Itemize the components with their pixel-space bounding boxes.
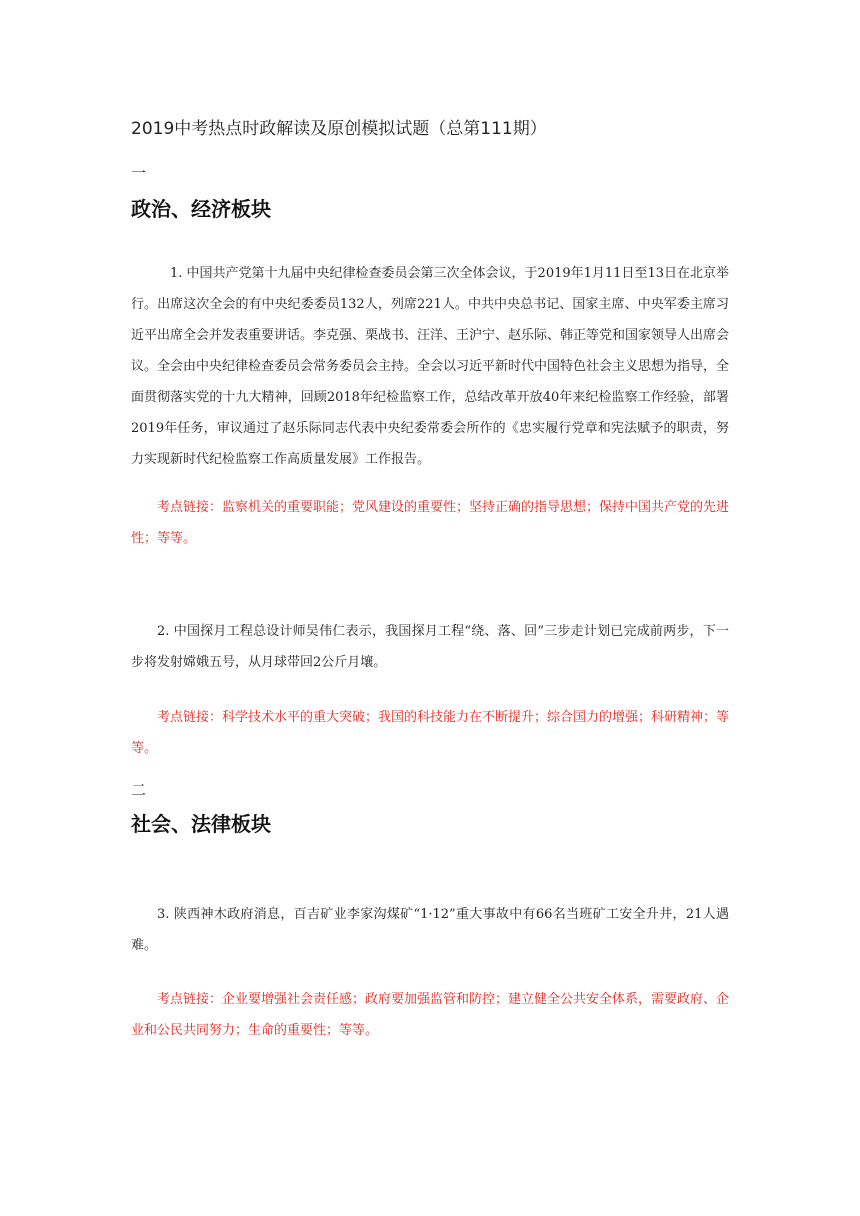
- news-item-2-exam-link: 考点链接：科学技术水平的重大突破；我国的科技能力在不断提升；综合国力的增强；科研精神；等等。: [131, 710, 730, 756]
- section-number-2: 二: [131, 781, 147, 799]
- news-item-1-text: 1. 中国共产党第十九届中央纪律检查委员会第三次全体会议，于2019年1月11日至13日在北京举行。出席这次全会的有中央纪委委员132人，列席221人。中共中央总书记、国家主席、中央军委主席习近平出席全会并发表重要讲话。李克强、栗战书、汪洋、王沪宁、赵乐际、韩正等党和国家领导人出席会议。全会由中央纪律检查委员会常务委员会主持。全会以习近平新时代中国特色社会主义思想为指导，全面贯彻落实党的十九大精神，回顾2018年纪检监察工作，总结改革开放40年来纪检监察工作经验，部署2019年任务，审议通过了赵乐际同志代表中央纪委常委会所作的《忠实履行党章和宪法赋予的职责，努力实现新时代纪检监察工作高质量发展》工作报告。: [131, 266, 730, 467]
- section-heading-society-law: 社会、法律板块: [131, 812, 271, 836]
- news-item-2-text: 2. 中国探月工程总设计师吴伟仁表示，我国探月工程“绕、落、回”三步走计划已完成前两步，下一步将发射嫦娥五号，从月球带回2公斤月壤。: [131, 624, 729, 670]
- section-number-1: 一: [131, 164, 147, 182]
- news-item-1-exam-link: 考点链接：监察机关的重要职能；党风建设的重要性；坚持正确的指导思想；保持中国共产党的先进性；等等。: [131, 500, 730, 546]
- section-heading-politics-economy: 政治、经济板块: [131, 197, 271, 221]
- news-item-3-exam-link: 考点链接：企业要增强社会责任感；政府要加强监管和防控；建立健全公共安全体系，需要政府、企业和公民共同努力；生命的重要性；等等。: [131, 992, 730, 1038]
- news-item-3-text: 3. 陕西神木政府消息，百吉矿业李家沟煤矿“1·12”重大事故中有66名当班矿工安全升井，21人遇难。: [131, 907, 729, 953]
- document-title: 2019中考热点时政解读及原创模拟试题（总第111期）: [131, 119, 547, 139]
